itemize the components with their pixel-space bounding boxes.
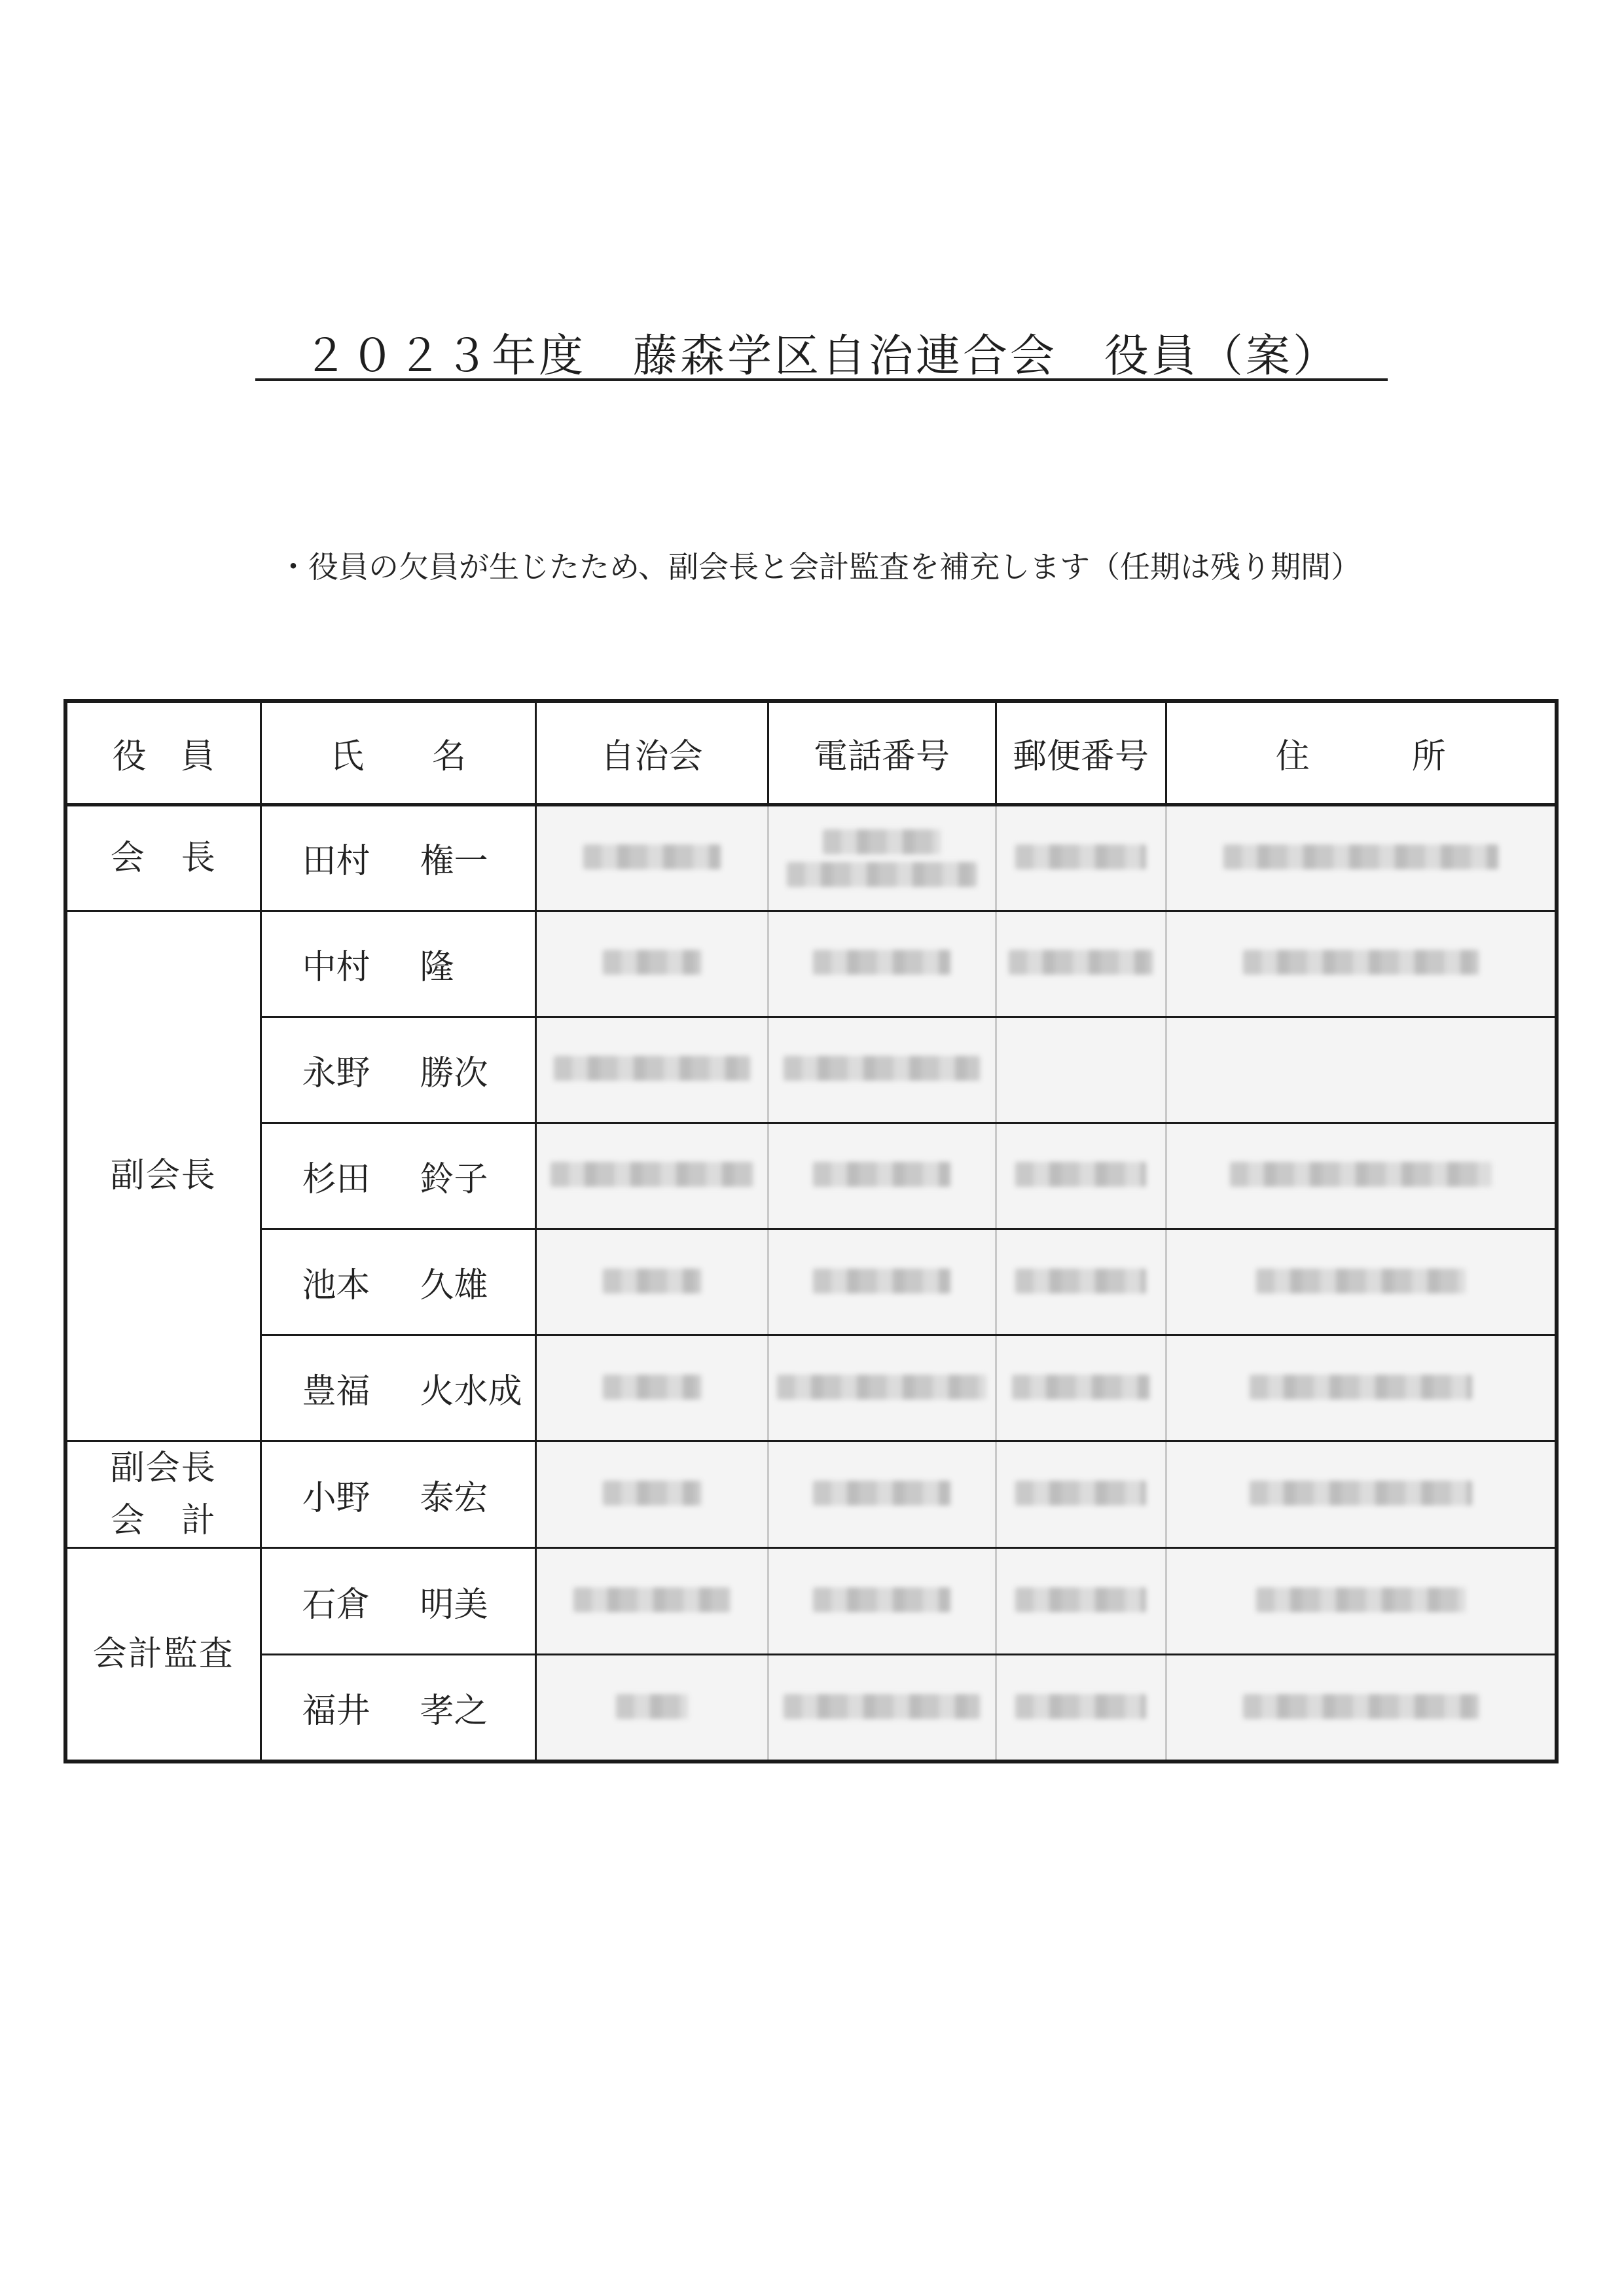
member-name — [261, 1441, 535, 1548]
role-line-2: 会 計 — [110, 1501, 217, 1541]
member-name — [261, 804, 535, 911]
member-name — [261, 1017, 535, 1123]
redacted-phone — [768, 1655, 996, 1762]
redacted-postal — [996, 1335, 1166, 1441]
table-row — [65, 1655, 1557, 1762]
redacted-address — [1166, 1655, 1557, 1762]
member-family-name: 田村 — [302, 842, 370, 882]
table-row — [65, 1548, 1557, 1655]
member-given-name: 火水成 — [420, 1372, 522, 1412]
member-family-name: 小野 — [302, 1478, 370, 1518]
header-address: 住 所 — [1166, 701, 1557, 804]
redacted-postal — [996, 1655, 1166, 1762]
member-given-name: 勝次 — [420, 1053, 488, 1093]
redacted-association — [535, 911, 768, 1017]
member-family-name: 池本 — [302, 1266, 370, 1306]
role-vice-president: 副会長 — [65, 911, 261, 1441]
redacted-association — [535, 1229, 768, 1335]
member-name — [261, 1123, 535, 1229]
member-name — [261, 911, 535, 1017]
header-phone: 電話番号 — [768, 701, 996, 804]
redacted-address — [1166, 1335, 1557, 1441]
header-role: 役 員 — [65, 701, 261, 804]
member-family-name: 永野 — [302, 1053, 370, 1093]
redacted-phone — [768, 1123, 996, 1229]
redacted-address — [1166, 1441, 1557, 1548]
member-family-name: 中村 — [302, 947, 370, 987]
member-given-name: 鈴子 — [420, 1159, 488, 1199]
member-given-name: 泰宏 — [420, 1478, 488, 1518]
role-vice-president-treasurer — [65, 1441, 261, 1548]
member-given-name: 明美 — [420, 1585, 488, 1625]
redacted-association — [535, 1548, 768, 1655]
redacted-address — [1166, 911, 1557, 1017]
member-given-name: 孝之 — [420, 1691, 488, 1731]
header-postal: 郵便番号 — [996, 701, 1166, 804]
redacted-postal — [996, 1017, 1166, 1123]
redacted-phone — [768, 1548, 996, 1655]
page-title: ２０２３年度 藤森学区自治連合会 役員（案） — [302, 331, 1340, 382]
redacted-association — [535, 1441, 768, 1548]
table-row — [65, 911, 1557, 1017]
redacted-phone — [768, 1229, 996, 1335]
redacted-address — [1166, 1229, 1557, 1335]
title-underline — [255, 378, 1388, 381]
redacted-phone — [768, 1441, 996, 1548]
redacted-postal — [996, 1548, 1166, 1655]
role-president: 会 長 — [65, 804, 261, 911]
redacted-phone — [768, 1335, 996, 1441]
table-row — [65, 1123, 1557, 1229]
member-name — [261, 1229, 535, 1335]
role-auditor: 会計監査 — [65, 1548, 261, 1762]
table-row — [65, 1335, 1557, 1441]
table-header-row — [65, 701, 1557, 804]
redacted-address — [1166, 1017, 1557, 1123]
redacted-phone — [768, 1017, 996, 1123]
table-row — [65, 1441, 1557, 1548]
member-given-name: 権一 — [420, 842, 488, 882]
redacted-address — [1166, 1123, 1557, 1229]
header-name: 氏 名 — [261, 701, 535, 804]
officer-table — [63, 699, 1559, 1763]
member-name — [261, 1548, 535, 1655]
redacted-postal — [996, 911, 1166, 1017]
redacted-postal — [996, 804, 1166, 911]
member-family-name: 杉田 — [302, 1159, 370, 1199]
table-row — [65, 804, 1557, 911]
table-row — [65, 1017, 1557, 1123]
member-family-name: 石倉 — [302, 1585, 370, 1625]
redacted-phone — [768, 911, 996, 1017]
member-given-name: 久雄 — [420, 1266, 488, 1306]
role-line-1: 副会長 — [110, 1449, 217, 1489]
member-family-name: 福井 — [302, 1691, 370, 1731]
redacted-association — [535, 1017, 768, 1123]
member-name — [261, 1655, 535, 1762]
redacted-postal — [996, 1229, 1166, 1335]
redacted-phone — [768, 804, 996, 911]
redacted-association — [535, 804, 768, 911]
member-name — [261, 1335, 535, 1441]
redacted-association — [535, 1335, 768, 1441]
redacted-postal — [996, 1123, 1166, 1229]
notice-text: ・役員の欠員が生じたため、副会長と会計監査を補充します（任期は残り期間） — [278, 549, 1362, 585]
redacted-association — [535, 1123, 768, 1229]
redacted-postal — [996, 1441, 1166, 1548]
redacted-address — [1166, 804, 1557, 911]
header-association: 自治会 — [535, 701, 768, 804]
member-given-name: 隆 — [420, 947, 454, 987]
redacted-address — [1166, 1548, 1557, 1655]
table-row — [65, 1229, 1557, 1335]
member-family-name: 豊福 — [302, 1372, 370, 1412]
redacted-association — [535, 1655, 768, 1762]
